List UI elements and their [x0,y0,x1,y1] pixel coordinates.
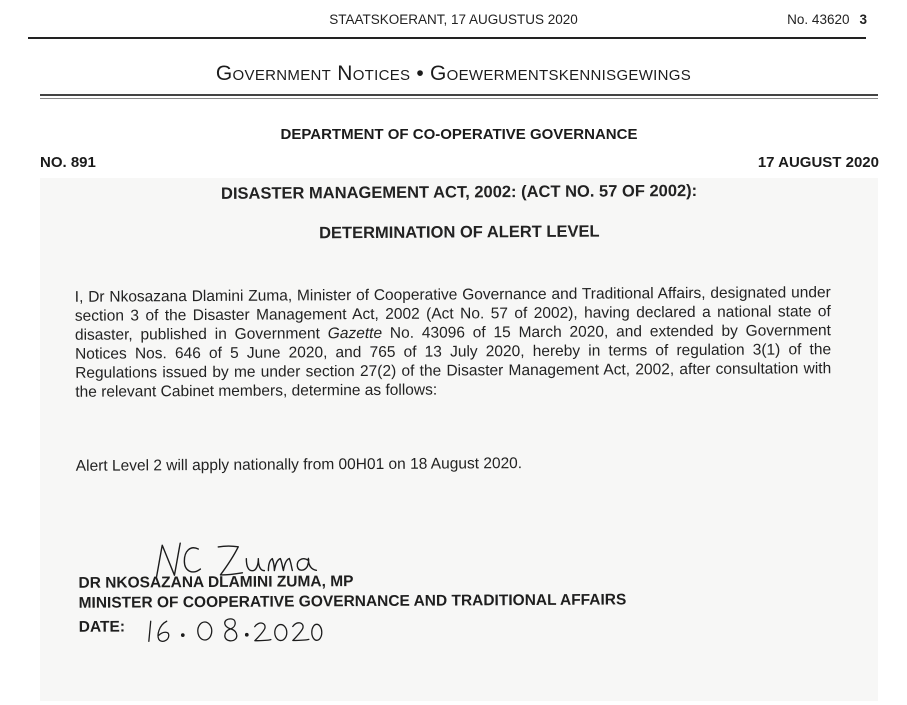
gazette-number-text: No. 43620 [787,12,850,27]
section-rule-thick [40,94,878,96]
department-name: DEPARTMENT OF CO-OPERATIVE GOVERNANCE [280,126,638,143]
act-title: DISASTER MANAGEMENT ACT, 2002: (ACT NO. 57 OF 2002): [220,181,698,203]
alert-statement: Alert Level 2 will apply nationally from 00H01 on 18 August 2020. [75,455,523,475]
header-rule [28,37,866,39]
signatory-title: MINISTER OF COOPERATIVE GOVERNANCE AND TRADITIONAL AFFAIRS [78,591,627,612]
running-head [0,10,907,30]
section-heading [0,62,907,86]
determination-title: DETERMINATION OF ALERT LEVEL [319,222,600,243]
gazette-number [787,12,867,27]
page-number: 3 [859,12,867,27]
scanned-notice [40,178,878,701]
body-paragraph [75,283,832,402]
signatory-name: DR NKOSAZANA DLAMINI ZUMA, MP [78,573,354,592]
gazette-word: Gazette [327,324,383,343]
notice-number: NO. 891 [40,154,96,171]
section-heading-english: Government Notices [215,62,411,85]
section-heading-separator: • [416,62,424,85]
section-rule-thin [40,98,878,99]
scanned-notice-content [40,173,881,701]
handwritten-date [143,610,323,647]
body-text-part2: No. 43096 of 15 March 2020, and extended by Government Notices Nos. 646 of 5 June 2020, and 765 of 13 July 2020, hereby in terms of regulation 3(1) of the Regulations issued by me under section 27(2) of the Disaster Management Act, 2002, after consultation with the relevant Cabinet members, determine as follows: [75,322,832,401]
date-label: DATE: [78,618,126,636]
section-heading-afrikaans: Goewermentskennisgewings [430,62,692,85]
body-text-part1: I, Dr Nkosazana Dlamini Zuma, Minister of Cooperative Governance and Traditional Affairs, designated under section 3 of the Disaster Management Act, 2002 (Act No. 57 of 2002), having declared a national state of disaster, published in Government [74,284,831,344]
gazette-title: STAATSKOERANT, 17 AUGUSTUS 2020 [329,12,578,27]
notice-date: 17 AUGUST 2020 [757,154,879,171]
